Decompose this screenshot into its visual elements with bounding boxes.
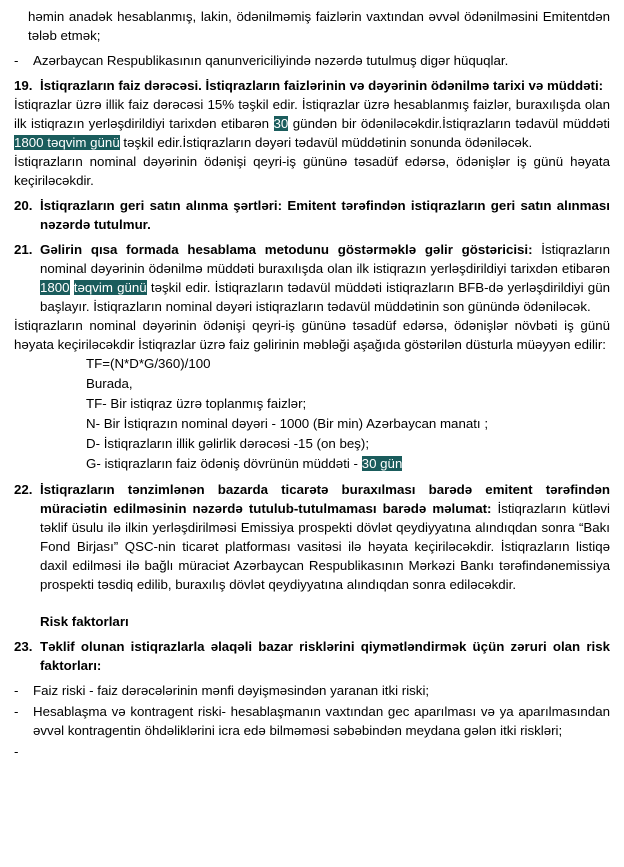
item-20-title: İstiqrazların geri satın alınma şərtləri: Emitent tərəfindən istiqrazların geri satın alınması nəzərdə tutulmur. xyxy=(40,198,610,232)
bullet-other-rights xyxy=(14,51,610,70)
bullet-settlement-risk xyxy=(14,702,610,740)
bullet-text: Azərbaycan Respublikasının qanunvericiliyində nəzərdə tutulmuş digər hüquqlar. xyxy=(33,53,509,68)
text-run: G- istiqrazların faiz ödəniş dövrünün müddəti - xyxy=(86,456,362,471)
formula-line: TF=(N*D*G/360)/100 xyxy=(86,356,211,371)
item-22-body: İstiqrazların kütləvi təklif üsulu ilə ilkin yerləşdirilməsi Emissiya prospekti dövlət qeydiyyatına alındıqdan sonra “Bakı Fond Birjası” QSC-nin ticarət platforması vasitəsi ilə həyata keçiriləcəkdir. İstiqrazların listiqə daxil edilməsi ilə bağlı müraciət Azərbaycan Respublikasının Mərkəzi Bankı tərəfindənemissiya prospekti təsdiq edilib, buraxılış dövlət qeydiyyatına alındıqdan sonra ediləcəkdir. xyxy=(40,501,610,592)
item-22 xyxy=(14,480,610,594)
formula-line xyxy=(86,454,610,474)
bullet-interest-risk xyxy=(14,681,610,700)
highlight-30-gun: 30 gün xyxy=(361,456,403,471)
text-run: İstiqrazlar üzrə illik faiz dərəcəsi 15% təşkil edir. İstiqrazlar üzrə hesablanmış faizlər, buraxılışda olan ilk istiqrazın yerləşdirildiyi tarixdən etibarən xyxy=(14,97,610,131)
item-22-number: 22. xyxy=(14,482,33,497)
text-run: gündən bir ödəniləcəkdir.İstiqrazların tədavül müddəti xyxy=(288,116,610,131)
formula-line: N- Bir İstiqrazın nominal dəyəri - 1000 (Bir min) Azərbaycan manatı ; xyxy=(86,416,489,431)
item-23-number: 23. xyxy=(14,639,33,654)
item-21-number: 21. xyxy=(14,242,33,257)
item-19-body xyxy=(14,95,610,152)
bullet-dash: - xyxy=(14,744,19,759)
continued-paragraph: həmin anadək hesablanmış, lakin, ödənilməmiş faizlərin vaxtından əvvəl ödənilməsini Emitentdən tələb etmək; xyxy=(28,9,610,43)
item-21 xyxy=(14,240,610,316)
text-run: İstiqrazların nominal dəyərinin ödənilmə müddəti buraxılışda olan ilk istiqrazın yerləşdirildiyi tarixdən etibarən xyxy=(40,242,611,276)
item-21-body-2: İstiqrazların nominal dəyərinin ödənişi qeyri-iş gününə təsadüf edərsə, ödənişlər növbəti iş günü həyata keçiriləcəkdir İstiqrazlar üzrə faiz gəlirinin məbləği aşağıda göstərilən düsturla müəyyən edilir: xyxy=(14,318,610,352)
text-run: təşkil edir. İstiqrazların tədavül müddəti istiqrazların BFB-də yerləşdirildiyi gün başlayır. İstiqrazların nominal dəyəri istiqrazların tədavül müddətinin son günündə ödəniləcək. xyxy=(40,280,610,314)
item-19-title: İstiqrazların faiz dərəcəsi. İstiqrazların faizlərinin və dəyərinin ödənilmə tarixi və müddəti: xyxy=(40,78,604,93)
bullet-dash: - xyxy=(14,704,19,719)
item-19-body-2: İstiqrazların nominal dəyərinin ödənişi qeyri-iş gününə təsadüf edərsə, ödənişlər iş günü həyata keçiriləcəkdir. xyxy=(14,154,610,188)
risk-factors-heading: Risk faktorları xyxy=(40,614,129,629)
highlight-1800: 1800 xyxy=(40,280,70,295)
item-21-title: Gəlirin qısa formada hesablama metodunu göstərməklə gəlir göstəricisi: xyxy=(40,242,533,257)
formula-line: TF- Bir istiqraz üzrə toplanmış faizlər; xyxy=(86,396,307,411)
formula-line: D- İstiqrazların illik gəlirlik dərəcəsi -15 (on beş); xyxy=(86,436,370,451)
item-23-title: Təklif olunan istiqrazlarla əlaqəli bazar risklərini qiymətləndirmək üçün zəruri olan risk faktorları: xyxy=(40,639,610,673)
text-run: təşkil edir.İstiqrazların dəyəri tədavül müddətinin sonunda ödəniləcək. xyxy=(119,135,533,150)
highlight-1800-calendar-days: 1800 təqvim günü xyxy=(14,135,120,150)
item-19-heading xyxy=(14,76,610,95)
highlight-calendar-days: təqvim günü xyxy=(73,280,147,295)
item-19-number: 19. xyxy=(14,78,33,93)
item-22-title: İstiqrazların tənzimlənən bazarda ticarətə buraxılması barədə emitent tərəfindən müraciətin edilməsinin nəzərdə tutulub-tutulmaması barədə məlumat: xyxy=(40,482,610,516)
formula-line: Burada, xyxy=(86,376,133,391)
bullet-text: Hesablaşma və kontragent riski- hesablaşmanın vaxtından gec aparılması və ya aparılmasından əvvəl kontragentin öhdəliklərini icra edə bilməməsi səbəbindən meydana gələn itki riskləri; xyxy=(33,704,610,738)
item-23 xyxy=(14,637,610,675)
bullet-text: Faiz riski - faiz dərəcələrinin mənfi dəyişməsindən yaranan itki riski; xyxy=(33,683,430,698)
item-20-number: 20. xyxy=(14,198,33,213)
bullet-dash: - xyxy=(14,53,19,68)
bullet-dash: - xyxy=(14,683,19,698)
item-20 xyxy=(14,196,610,234)
formula-block xyxy=(14,354,610,474)
highlight-30-days: 30 xyxy=(273,116,289,131)
